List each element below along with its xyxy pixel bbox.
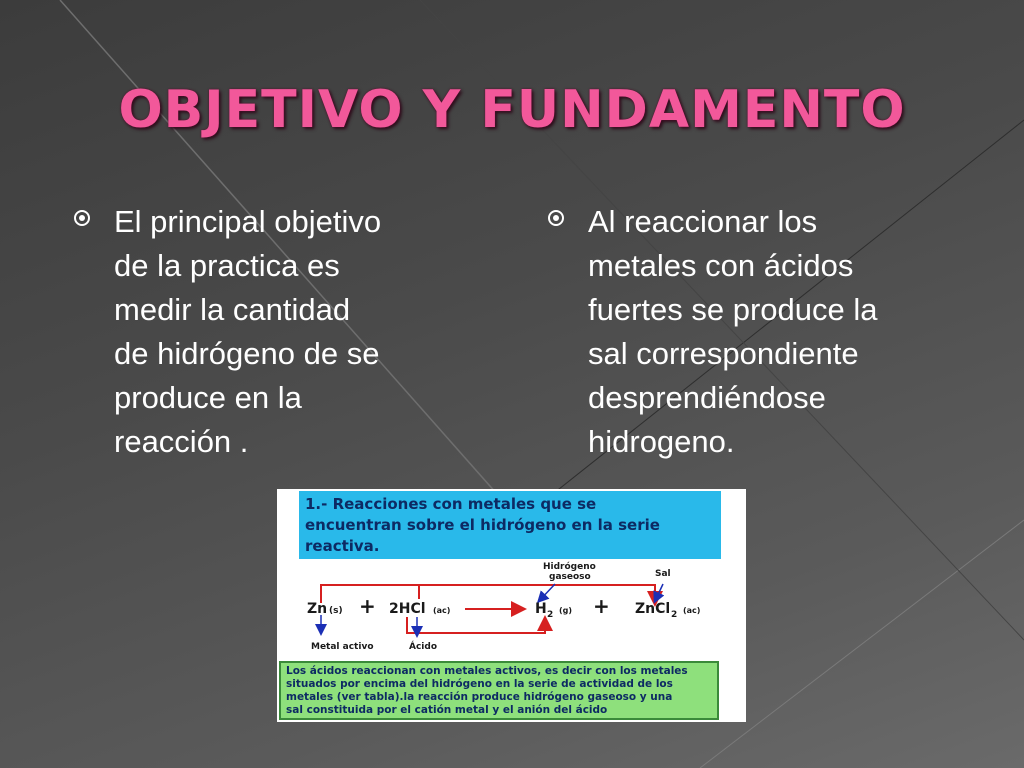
bullet-icon: [74, 210, 90, 226]
label-acido: Ácido: [409, 642, 438, 652]
formula-hcl: 2HCl: [389, 601, 426, 617]
plus-sign-2: +: [593, 594, 610, 618]
state-hcl: (ac): [433, 606, 451, 615]
state-zncl: (ac): [683, 606, 701, 615]
bullet-icon: [548, 210, 564, 226]
left-bullet: [74, 200, 454, 464]
right-bullet-text: Al reaccionar los metales con ácidos fuertes se produce la sal correspondiente desprendiéndose hidrogeno.: [588, 204, 878, 459]
label-gaseoso: gaseoso: [549, 572, 591, 582]
formula-zncl: ZnCl: [635, 601, 671, 617]
formula-h2: H: [535, 601, 547, 617]
figure-footer: Los ácidos reaccionan con metales activos, es decir con los metales situados por encima del hidrógeno en la serie de actividad de los metales (ver tabla).la reacción produce hidrógeno gaseoso y una sal constituida por el catión metal y el anión del ácido: [279, 661, 719, 720]
label-hidrogeno: Hidrógeno: [543, 562, 596, 572]
plus-sign: +: [359, 594, 376, 618]
figure-header: 1.- Reacciones con metales que se encuentran sobre el hidrógeno en la serie reactiva.: [299, 491, 721, 559]
left-bullet-text: El principal objetivo de la practica es medir la cantidad de hidrógeno de se produce en la reacción .: [114, 204, 382, 459]
slide-title: OBJETIVO Y FUNDAMENTO: [118, 80, 906, 140]
right-bullet: [548, 200, 988, 464]
subscript-zncl: 2: [671, 610, 678, 620]
label-sal: Sal: [655, 569, 671, 579]
reaction-figure: [277, 489, 746, 722]
formula-zn: Zn: [307, 601, 328, 617]
state-h2: (g): [559, 606, 573, 615]
subscript-h2: 2: [547, 610, 554, 620]
state-zn: (s): [329, 606, 343, 616]
label-metal-activo: Metal activo: [311, 642, 374, 652]
